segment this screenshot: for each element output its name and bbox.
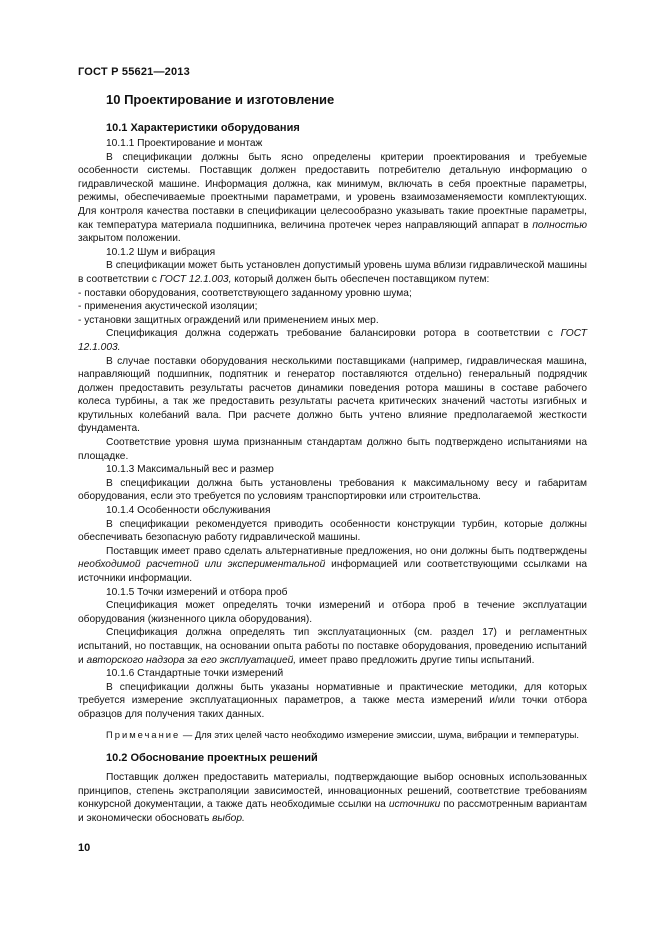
paragraph: Спецификация должна содержать требование балансировки ротора в соответствии с ГОСТ 12.1.003. — [78, 328, 587, 353]
subsection-10-2-title: 10.2 Обоснование проектных решений — [106, 752, 318, 764]
subsection-10-1-title: 10.1 Характеристики оборудования — [106, 122, 300, 134]
clause-10-1-1-heading: 10.1.1 Проектирование и монтаж — [106, 138, 263, 149]
note-label: Примечание — [106, 728, 181, 740]
section-10-title: 10 Проектирование и изготовление — [106, 92, 335, 107]
paragraph: В спецификации должна быть установлены требования к максимальному весу и габаритам оборудования, если это требуется по условиям транспортировки или строительства. — [78, 477, 587, 503]
clause-10-1-6-heading: 10.1.6 Стандартные точки измерений — [106, 668, 284, 680]
paragraph: В спецификации должны быть указаны нормативные и практические методики, для которых требуется измерение эксплуатационных параметров, а также места измерений и/или точки отбора образцов для получения таких данных. — [78, 681, 587, 720]
paragraph: Спецификация должна определять тип эксплуатационных (см. раздел 17) и регламентных испытаний, но поставщик, на основании опыта работы по поставке оборудования, проведению испытаний и авторского надзора за его эксплуатацией, имеет право предложить другие типы испытаний. — [78, 627, 587, 666]
list-item: - установки защитных ограждений или применением иных мер. — [78, 314, 379, 326]
paragraph: В спецификации может быть установлен допустимый уровень шума вблизи гидравлической машины в соответствии с ГОСТ 12.1.003, который должен быть обеспечен поставщиком путем: — [78, 260, 587, 285]
list-item: - применения акустической изоляции; — [78, 301, 258, 313]
paragraph: В случае поставки оборудования несколькими поставщиками (например, гидравлическая машина, направляющий подшипник, подпятник и генератор поставляются отдельно) генеральный подрядчик должен предоставить результаты расчетов динамики поведения ротора машины в составе рабочего колеса турбины, а так же предоставить результаты расчета критических значений частоты изгибных и крутильных колебаний вала. При расчете должно быть учтено влияние предполагаемой жесткости фундамента. — [78, 355, 587, 435]
paragraph: Поставщик имеет право сделать альтернативные предложения, но они должны быть подтверждены необходимой расчетной или экспериментальной информацией или соответствующими ссылками на источники информации. — [78, 545, 587, 584]
paragraph: Соответствие уровня шума признанным стандартам должно быть подтверждено испытаниями на площадке. — [78, 437, 587, 462]
clause-10-1-5-heading: 10.1.5 Точки измерений и отбора проб — [106, 586, 288, 598]
clause-10-1-4-heading: 10.1.4 Особенности обслуживания — [106, 505, 271, 517]
subsection-10-1-body — [78, 137, 587, 741]
note-text: — Для этих целей часто необходимо измерение эмиссии, шума, вибрации и температуры. — [182, 728, 580, 740]
paragraph: Спецификация может определять точки измерений и отбора проб в течение эксплуатации оборудования (жизненного цикла оборудования). — [78, 600, 587, 625]
note — [78, 728, 587, 742]
paragraph: В спецификации должны быть ясно определены критерии проектирования и требуемые особенности системы. Поставщик должен предоставить потребителю детальную информацию о гидравлической машине. Информация должна, как минимум, включать в себя проектные параметры, режимы, обеспечиваемые проектными параметрами, и уровень взаимозаменяемости комплектующих. Для контроля качества поставки в спецификации целесообразно указывать такие проектные параметры, как температура материала подшипника, величина протечек через направляющий аппарат в полностью закрытом положении. — [78, 151, 587, 245]
paragraph: Поставщик должен предоставить материалы, подтверждающие выбор основных использованных принципов, степень экстраполяции зависимостей, инновационных решений, соответствие требованиям конкурсной документации, а также дать необходимые ссылки на источники по рассмотренным вариантам и экономически обосновать выбор. — [78, 772, 587, 824]
paragraph: В спецификации рекомендуется приводить особенности конструкции турбин, которые должны обеспечивать безопасную работу гидравлической машины. — [78, 518, 587, 544]
clause-10-1-3-heading: 10.1.3 Максимальный вес и размер — [106, 464, 274, 476]
clause-10-1-2-heading: 10.1.2 Шум и вибрация — [106, 246, 216, 258]
page-number: 10 — [78, 842, 91, 854]
list-item: - поставки оборудования, соответствующего заданному уровню шума; — [78, 287, 412, 299]
subsection-10-2-body — [78, 771, 587, 825]
document-id-header: ГОСТ Р 55621—2013 — [78, 66, 190, 78]
